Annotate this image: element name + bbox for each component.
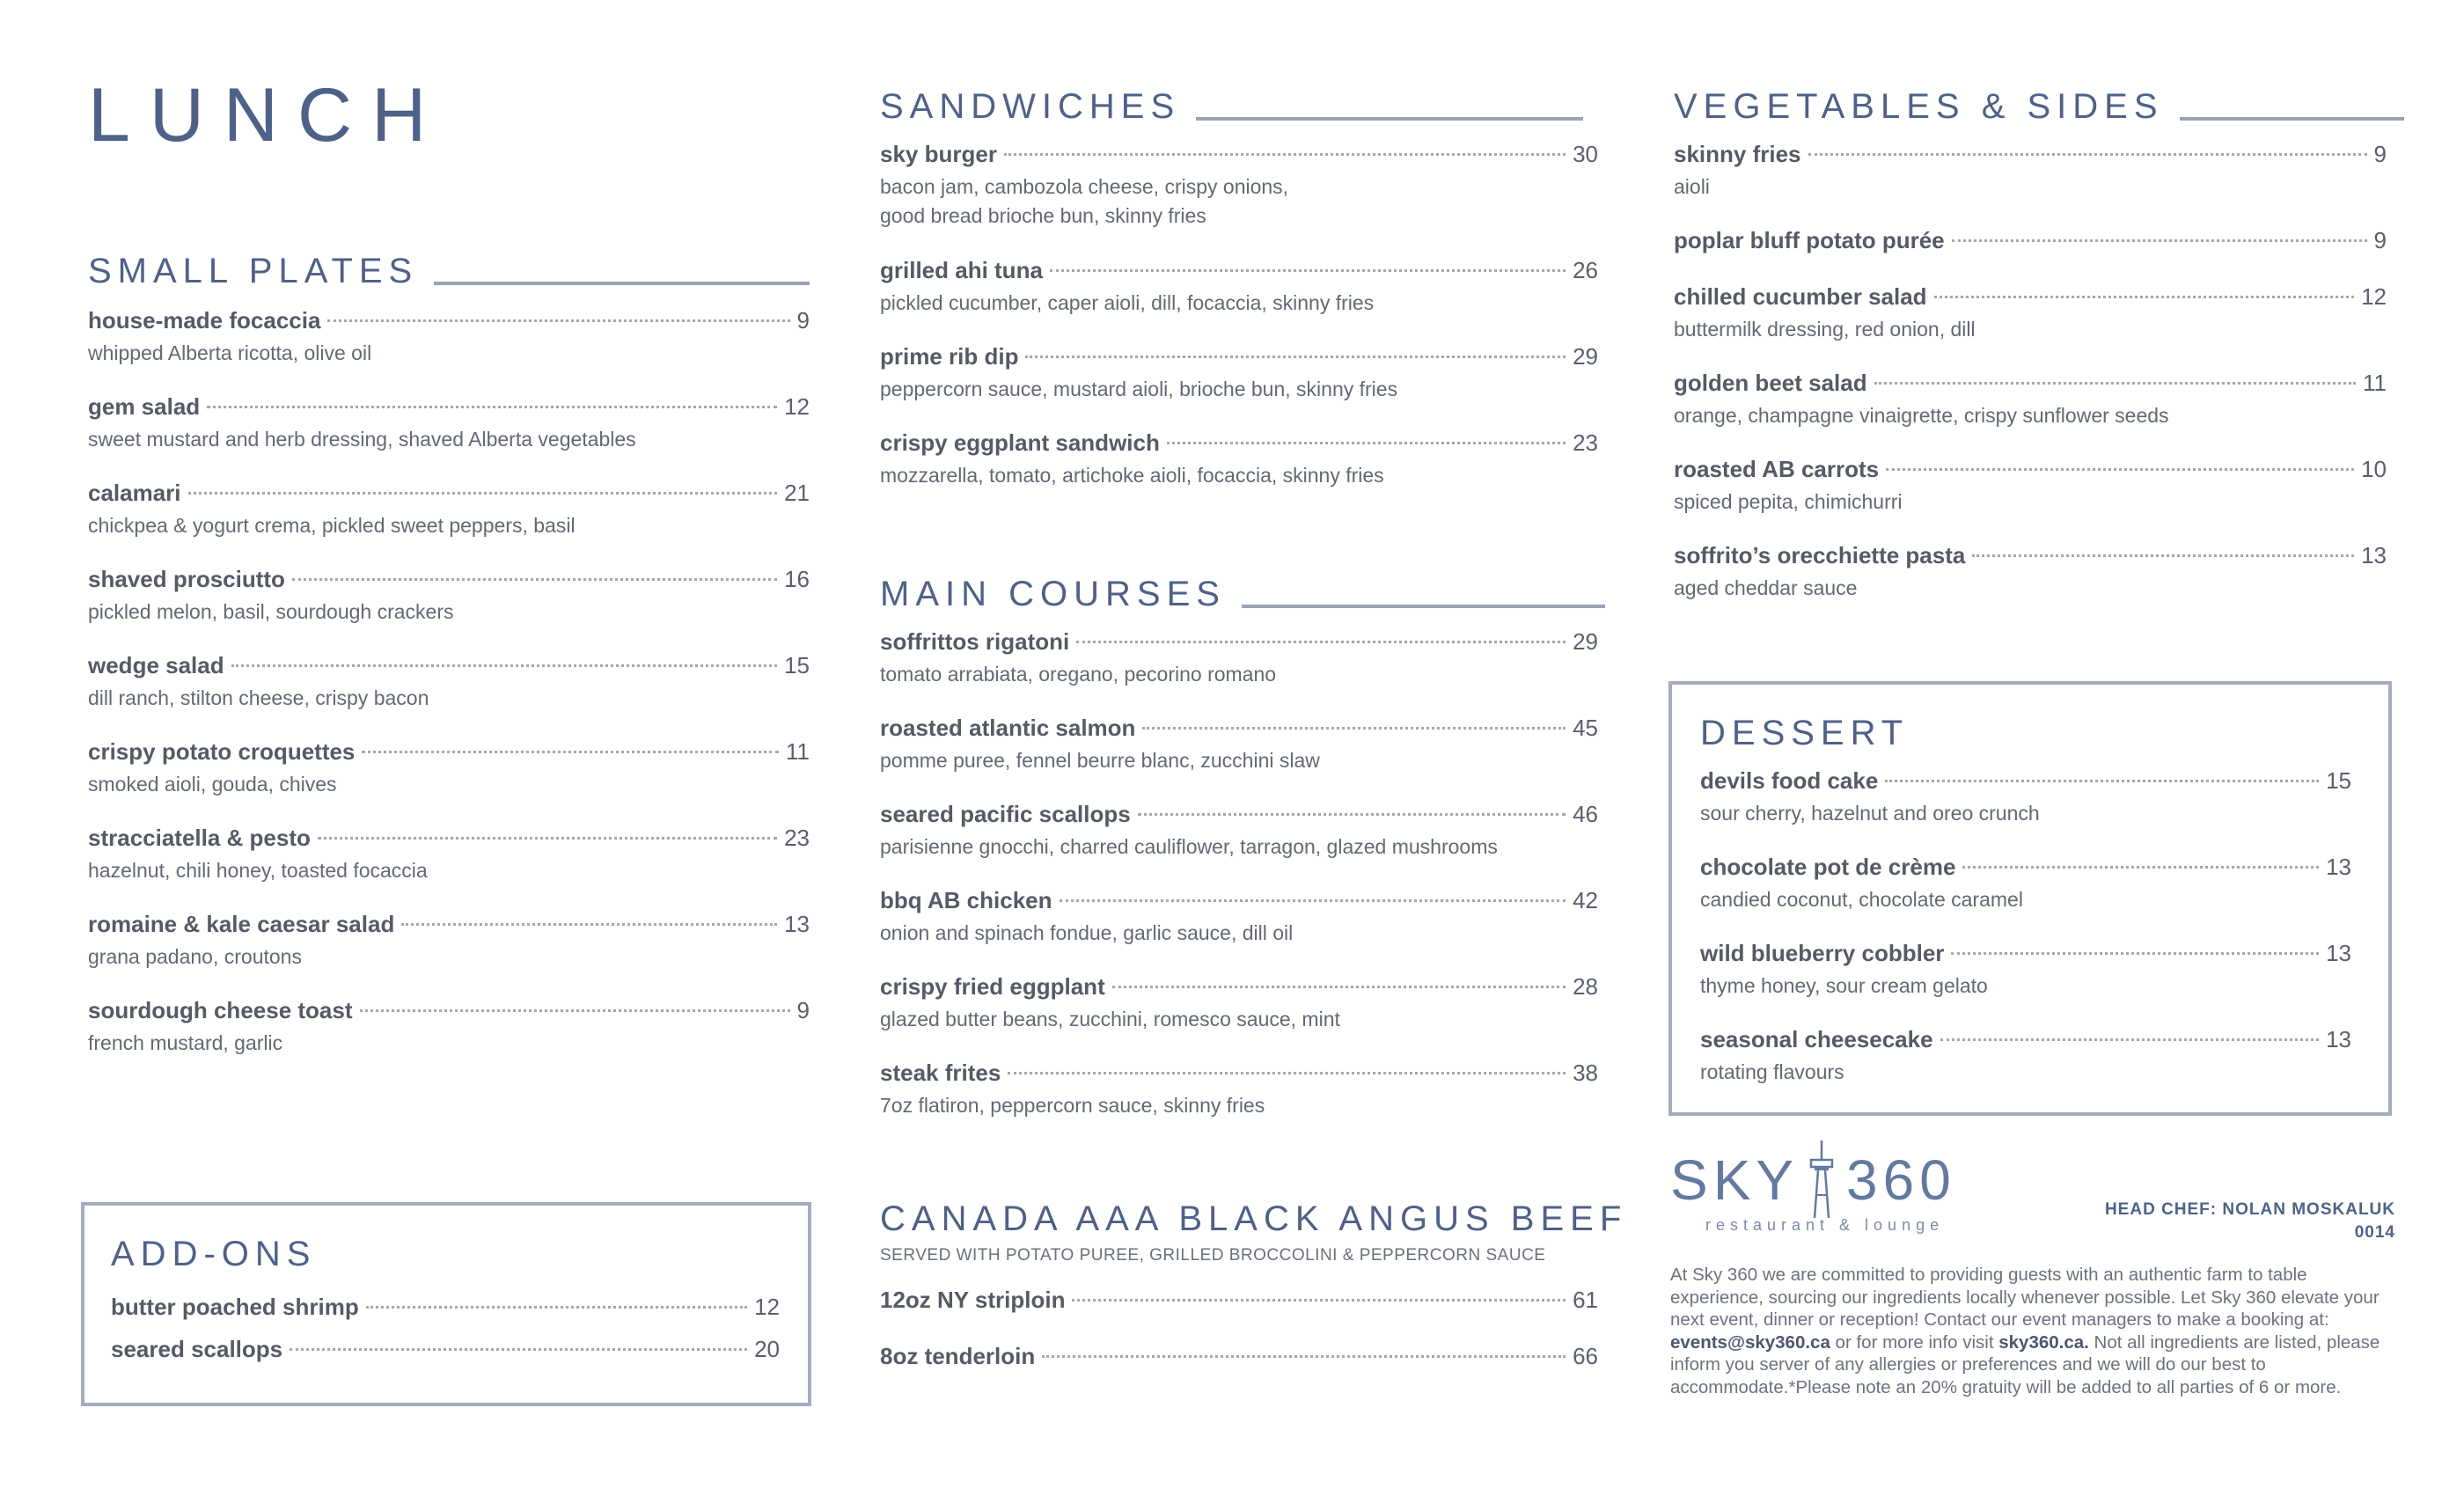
dot-leader <box>1951 952 2319 955</box>
logo-text-right: 360 <box>1846 1148 1956 1212</box>
item-price: 23 <box>1573 429 1598 456</box>
note-text: or for more info visit <box>1830 1331 1999 1353</box>
item-description: chickpea & yogurt crema, pickled sweet peppers, basil <box>88 514 576 537</box>
dot-leader <box>1076 641 1566 643</box>
menu-item <box>88 566 810 652</box>
dot-leader <box>1167 442 1566 444</box>
sky360-logo <box>1670 1140 1987 1246</box>
sandwiches-section <box>880 84 1598 516</box>
dot-leader <box>1050 269 1566 272</box>
dot-leader <box>207 406 777 408</box>
item-price: 21 <box>784 480 810 506</box>
dot-leader <box>1060 899 1566 902</box>
item-price: 11 <box>786 738 810 765</box>
menu-item <box>88 997 810 1083</box>
item-name: crispy potato croquettes <box>88 738 356 765</box>
add-ons-box <box>81 1202 811 1406</box>
menu-item <box>880 257 1598 343</box>
events-email-link[interactable]: events@sky360.ca <box>1670 1331 1830 1353</box>
item-name: butter poached shrimp <box>111 1294 359 1320</box>
section-title: MAIN COURSES <box>880 574 1226 613</box>
item-price: 9 <box>796 997 810 1023</box>
item-name: chilled cucumber salad <box>1674 283 1927 310</box>
item-description: grana padano, croutons <box>88 945 302 968</box>
dot-leader <box>231 664 777 667</box>
item-description: bacon jam, cambozola cheese, crispy onions, <box>880 175 1289 198</box>
item-description: rotating flavours <box>1700 1060 1844 1083</box>
item-description: mozzarella, tomato, artichoke aioli, focaccia, skinny fries <box>880 464 1384 487</box>
item-name: soffrito’s orecchiette pasta <box>1674 542 1966 568</box>
item-price: 13 <box>2326 940 2351 966</box>
item-price: 45 <box>1573 715 1598 741</box>
dot-leader <box>1940 1038 2320 1041</box>
item-price: 9 <box>2373 141 2387 167</box>
menu-item <box>88 825 810 911</box>
dot-leader <box>362 751 779 753</box>
item-price: 26 <box>1573 257 1598 283</box>
item-price: 15 <box>784 652 810 678</box>
menu-item <box>88 480 810 566</box>
menu-item <box>88 652 810 738</box>
item-name: stracciatella & pesto <box>88 825 311 851</box>
item-name: devils food cake <box>1700 767 1879 794</box>
sandwiches-header <box>880 84 1598 128</box>
menu-item <box>880 628 1598 715</box>
main-courses-section <box>880 572 1598 1146</box>
item-price: 16 <box>784 566 810 592</box>
menu-item <box>1674 456 2387 542</box>
item-description: aged cheddar sauce <box>1674 576 1858 599</box>
menu-item <box>88 738 810 825</box>
item-price: 66 <box>1573 1343 1598 1369</box>
dot-leader <box>1886 468 2354 471</box>
small-plates-header <box>88 249 810 293</box>
item-price: 13 <box>2326 1026 2351 1052</box>
logo-tagline: restaurant & lounge <box>1705 1216 1945 1234</box>
item-price: 9 <box>796 307 810 334</box>
item-name: crispy eggplant sandwich <box>880 429 1160 456</box>
item-price: 9 <box>2373 227 2387 253</box>
dot-leader <box>1962 866 2319 869</box>
dot-leader <box>1112 986 1566 988</box>
item-price: 29 <box>1573 628 1598 655</box>
item-price: 12 <box>754 1294 780 1320</box>
item-description: peppercorn sauce, mustard aioli, brioche bun, skinny fries <box>880 378 1398 400</box>
item-description: glazed butter beans, zucchini, romesco sauce, mint <box>880 1008 1340 1030</box>
item-name: chocolate pot de crème <box>1700 854 1956 880</box>
sky360-tower-icon <box>1802 1140 1841 1220</box>
item-description: dill ranch, stilton cheese, crispy bacon <box>88 686 429 709</box>
head-chef-label: HEAD CHEF: NOLAN MOSKALUK <box>2104 1200 2395 1219</box>
item-name: golden beet salad <box>1674 370 1867 396</box>
menu-item <box>88 911 810 997</box>
page-title: LUNCH <box>88 73 446 158</box>
item-name: seared scallops <box>111 1336 283 1362</box>
dot-leader <box>366 1306 747 1309</box>
item-description: pickled cucumber, caper aioli, dill, focaccia, skinny fries <box>880 291 1375 314</box>
item-name: 8oz tenderloin <box>880 1343 1036 1369</box>
item-name: skinny fries <box>1674 141 1801 167</box>
section-rule <box>434 282 810 285</box>
section-subtitle: SERVED WITH POTATO PUREE, GRILLED BROCCOLINI & PEPPERCORN SAUCE <box>880 1246 1546 1265</box>
dessert-box <box>1668 681 2392 1116</box>
menu-item <box>880 801 1598 887</box>
menu-item <box>1674 227 2387 283</box>
dot-leader <box>1142 727 1566 730</box>
item-price: 23 <box>784 825 810 851</box>
dot-leader <box>188 492 778 495</box>
head-chef-credit <box>2105 1199 2395 1244</box>
item-description: 7oz flatiron, peppercorn sauce, skinny fries <box>880 1094 1265 1117</box>
menu-code: 0014 <box>2354 1223 2395 1242</box>
note-text: At Sky 360 we are committed to providing guests with an authentic farm to table experience, sourcing our ingredients locally whenever possible. Let Sky 360 elevate your next event, dinner or reception! Contact our event managers to make a booking at: <box>1670 1265 2380 1330</box>
item-description: french mustard, garlic <box>88 1031 283 1054</box>
item-name: poplar bluff potato purée <box>1674 227 1945 253</box>
item-description: thyme honey, sour cream gelato <box>1700 974 1988 997</box>
dot-leader <box>1042 1355 1566 1358</box>
section-title: ADD-ONS <box>111 1235 317 1273</box>
item-price: 13 <box>784 911 810 937</box>
vegetables-sides-header <box>1674 84 2387 128</box>
item-name: 12oz NY striploin <box>880 1287 1066 1313</box>
item-price: 12 <box>784 393 810 420</box>
dot-leader <box>1072 1299 1566 1302</box>
item-name: house-made focaccia <box>88 307 321 334</box>
item-price: 28 <box>1573 973 1598 1000</box>
item-name: seared pacific scallops <box>880 801 1131 827</box>
menu-item <box>880 973 1598 1060</box>
menu-item <box>111 1294 780 1336</box>
item-description: smoked aioli, gouda, chives <box>88 773 337 796</box>
item-name: seasonal cheesecake <box>1700 1026 1933 1052</box>
item-name: roasted AB carrots <box>1674 456 1880 482</box>
section-rule <box>1196 117 1583 121</box>
menu-item <box>880 887 1598 973</box>
item-description: orange, champagne vinaigrette, crispy sunflower seeds <box>1674 404 2169 427</box>
item-price: 12 <box>2361 283 2387 310</box>
item-price: 42 <box>1573 887 1598 913</box>
item-description: buttermilk dressing, red onion, dill <box>1674 318 1976 341</box>
item-description: sweet mustard and herb dressing, shaved Alberta vegetables <box>88 428 636 451</box>
item-name: shaved prosciutto <box>88 566 285 592</box>
menu-item <box>1674 542 2387 628</box>
website-link[interactable]: sky360.ca. <box>1998 1331 2089 1353</box>
item-name: roasted atlantic salmon <box>880 715 1136 741</box>
item-price: 61 <box>1573 1287 1598 1313</box>
item-description: spiced pepita, chimichurri <box>1674 490 1903 513</box>
section-title: CANADA AAA BLACK ANGUS BEEF <box>880 1199 1628 1238</box>
menu-item <box>880 141 1598 257</box>
item-description: pomme puree, fennel beurre blanc, zucchini slaw <box>880 749 1320 772</box>
item-name: grilled ahi tuna <box>880 257 1043 283</box>
menu-item <box>1700 767 2351 854</box>
dot-leader <box>1885 780 2319 782</box>
dot-leader <box>1952 239 2367 242</box>
item-price: 13 <box>2326 854 2351 880</box>
menu-item <box>880 343 1598 429</box>
beef-section <box>880 1197 1628 1385</box>
dot-leader <box>290 1348 747 1351</box>
item-name: romaine & kale caesar salad <box>88 911 395 937</box>
dot-leader <box>1008 1072 1566 1074</box>
menu-item <box>880 715 1598 801</box>
menu-item <box>880 429 1598 516</box>
section-title: VEGETABLES & SIDES <box>1674 86 2164 126</box>
item-price: 29 <box>1573 343 1598 370</box>
item-description: whipped Alberta ricotta, olive oil <box>88 341 372 364</box>
menu-item <box>1674 370 2387 456</box>
small-plates-section <box>88 249 810 1083</box>
menu-item <box>1674 141 2387 227</box>
item-description: onion and spinach fondue, garlic sauce, dill oil <box>880 921 1294 944</box>
item-name: bbq AB chicken <box>880 887 1052 913</box>
item-price: 30 <box>1573 141 1598 167</box>
logo-text-left: SKY <box>1670 1148 1800 1212</box>
menu-item <box>88 307 810 393</box>
item-name: sky burger <box>880 141 997 167</box>
menu-item <box>1700 854 2351 940</box>
item-price: 46 <box>1573 801 1598 827</box>
item-description: tomato arrabiata, oregano, pecorino romano <box>880 663 1277 686</box>
menu-item <box>880 1060 1598 1146</box>
dot-leader <box>401 923 777 926</box>
menu-item <box>880 1287 1598 1343</box>
item-price: 20 <box>754 1336 780 1362</box>
item-price: 13 <box>2361 542 2387 568</box>
menu-item <box>1700 1026 2351 1112</box>
item-description: pickled melon, basil, sourdough crackers <box>88 600 454 623</box>
section-title: SMALL PLATES <box>88 251 419 290</box>
dot-leader <box>1874 382 2356 385</box>
section-title: SANDWICHES <box>880 86 1181 126</box>
item-name: soffrittos rigatoni <box>880 628 1070 655</box>
item-price: 10 <box>2361 456 2387 482</box>
item-description: aioli <box>1674 175 1710 198</box>
item-description: parisienne gnocchi, charred cauliflower, tarragon, glazed mushrooms <box>880 835 1498 858</box>
dot-leader <box>327 319 789 322</box>
item-name: crispy fried eggplant <box>880 973 1105 1000</box>
dot-leader <box>1138 813 1566 816</box>
item-name: sourdough cheese toast <box>88 997 353 1023</box>
dot-leader <box>1934 296 2355 298</box>
section-rule <box>1242 605 1605 608</box>
menu-item <box>1700 940 2351 1026</box>
dot-leader <box>1025 356 1566 358</box>
menu-item <box>111 1336 780 1378</box>
item-name: wedge salad <box>88 652 224 678</box>
section-title: DESSERT <box>1700 714 1910 752</box>
dot-leader <box>318 837 777 840</box>
main-courses-header <box>880 572 1598 616</box>
dot-leader <box>1004 153 1566 156</box>
menu-item <box>88 393 810 480</box>
item-name: calamari <box>88 480 181 506</box>
item-price: 38 <box>1573 1060 1598 1086</box>
dot-leader <box>1808 153 2367 156</box>
item-name: gem salad <box>88 393 201 420</box>
dot-leader <box>292 578 777 581</box>
item-name: steak frites <box>880 1060 1001 1086</box>
item-description: candied coconut, chocolate caramel <box>1700 888 2023 911</box>
vegetables-sides-section <box>1674 84 2387 628</box>
dot-leader <box>360 1009 790 1012</box>
note-text: Not all ingredients are listed, please inform you server of any allergies or preferences and we will do our best to accommodate.*Please note an 20% gratuity will be added to all parties of 6 or more. <box>1670 1331 2380 1397</box>
menu-item <box>1674 283 2387 370</box>
item-description: hazelnut, chili honey, toasted focaccia <box>88 859 428 882</box>
item-price: 11 <box>2363 370 2387 396</box>
footer-note <box>1670 1264 2392 1398</box>
item-description: good bread brioche bun, skinny fries <box>880 204 1206 227</box>
menu-item <box>880 1343 1598 1385</box>
item-name: prime rib dip <box>880 343 1019 370</box>
item-name: wild blueberry cobbler <box>1700 940 1945 966</box>
item-description: sour cherry, hazelnut and oreo crunch <box>1700 802 2040 825</box>
section-rule <box>2180 117 2404 121</box>
item-price: 15 <box>2326 767 2351 794</box>
dot-leader <box>1972 554 2354 557</box>
